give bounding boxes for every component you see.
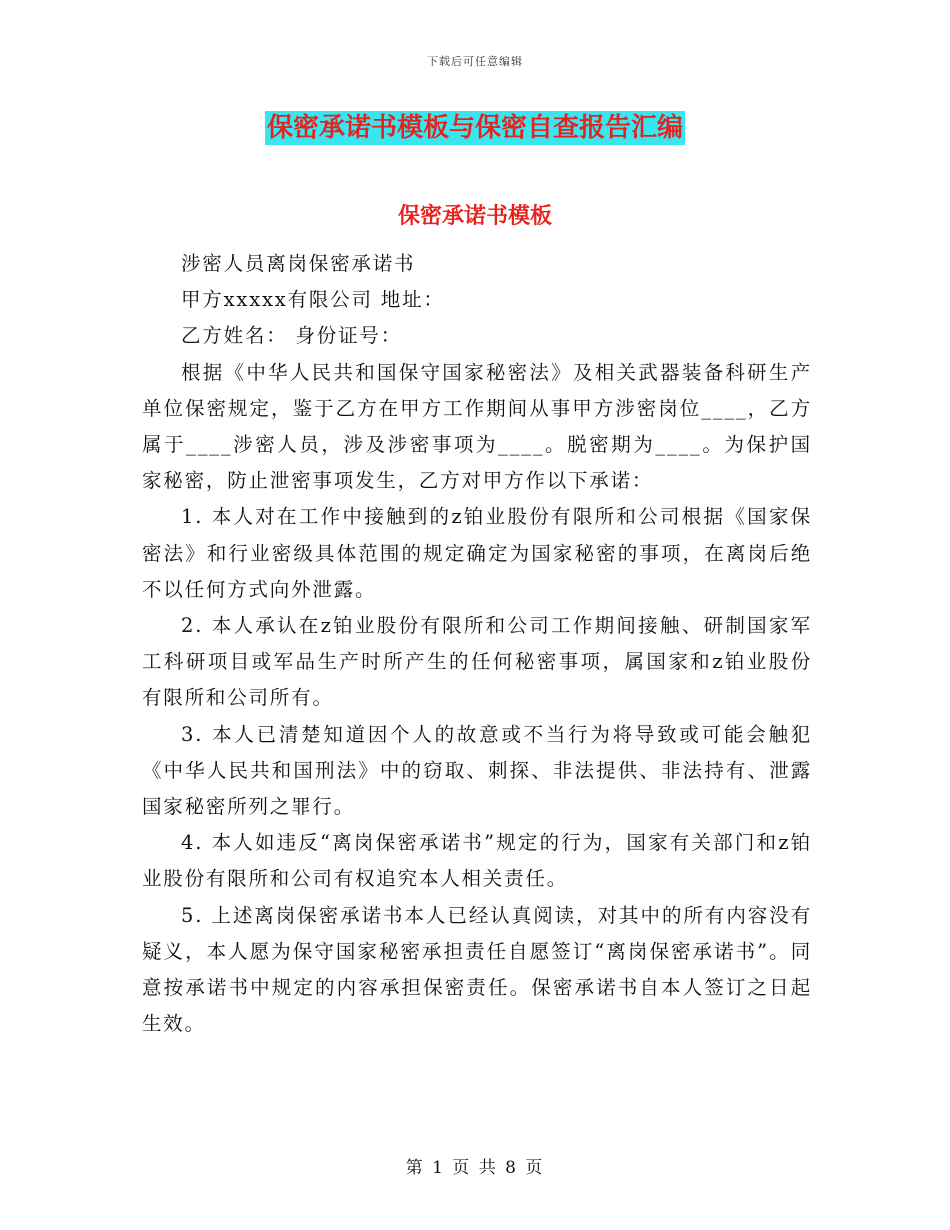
paragraph-subtitle: 涉密人员离岗保密承诺书	[181, 252, 416, 275]
paragraph-party-b: 乙方姓名： 身份证号：	[181, 324, 402, 348]
paragraph-item-5: 5. 上述离岗保密承诺书本人已经认真阅读，对其中的所有内容没有疑义，本人愿为保守国家秘密承担责任自愿签订“离岗保密承诺书”。同意按承诺书中规定的内容承担保密责任。保密承诺书自本人签订之日起生效。	[142, 903, 812, 1036]
document-body	[142, 246, 812, 1042]
header-note: 下载后可任意编辑	[427, 55, 523, 68]
footer-prefix: 第	[405, 1158, 425, 1178]
paragraph-item-1: 1. 本人对在工作中接触到的z铂业股份有限所和公司根据《国家保密法》和行业密级具体范围的规定确定为国家秘密的事项，在离岗后绝不以任何方式向外泄露。	[142, 505, 812, 601]
paragraph-party-a: 甲方xxxxx有限公司 地址：	[181, 288, 445, 312]
paragraph-preamble: 根据《中华人民共和国保守国家秘密法》及相关武器装备科研生产单位保密规定，鉴于乙方在甲方工作期间从事甲方涉密岗位____，乙方属于____涉密人员，涉及涉密事项为____。脱密期为____。为保护国家秘密，防止泄密事项发生，乙方对甲方作以下承诺：	[142, 360, 812, 493]
paragraph-item-2: 2. 本人承认在z铂业股份有限所和公司工作期间接触、研制国家军工科研项目或军品生产时所产生的任何秘密事项，属国家和z铂业股份有限所和公司所有。	[142, 614, 812, 710]
section-title: 保密承诺书模板	[397, 203, 552, 229]
footer-middle: 页 共	[452, 1158, 498, 1178]
document-title	[0, 110, 950, 146]
footer-suffix: 页	[525, 1158, 545, 1178]
paragraph-item-3: 3. 本人已清楚知道因个人的故意或不当行为将导致或可能会触犯《中华人民共和国刑法》中的窃取、刺探、非法提供、非法持有、泄露国家秘密所列之罪行。	[142, 722, 812, 819]
document-title-text: 保密承诺书模板与保密自查报告汇编	[266, 113, 683, 143]
footer-page-number: 1	[432, 1158, 445, 1178]
paragraph-item-4: 4. 本人如违反“离岗保密承诺书”规定的行为，国家有关部门和z铂业股份有限所和公司有权追究本人相关责任。	[142, 831, 812, 891]
footer-total-pages: 8	[505, 1158, 518, 1178]
page-footer	[0, 1153, 950, 1178]
